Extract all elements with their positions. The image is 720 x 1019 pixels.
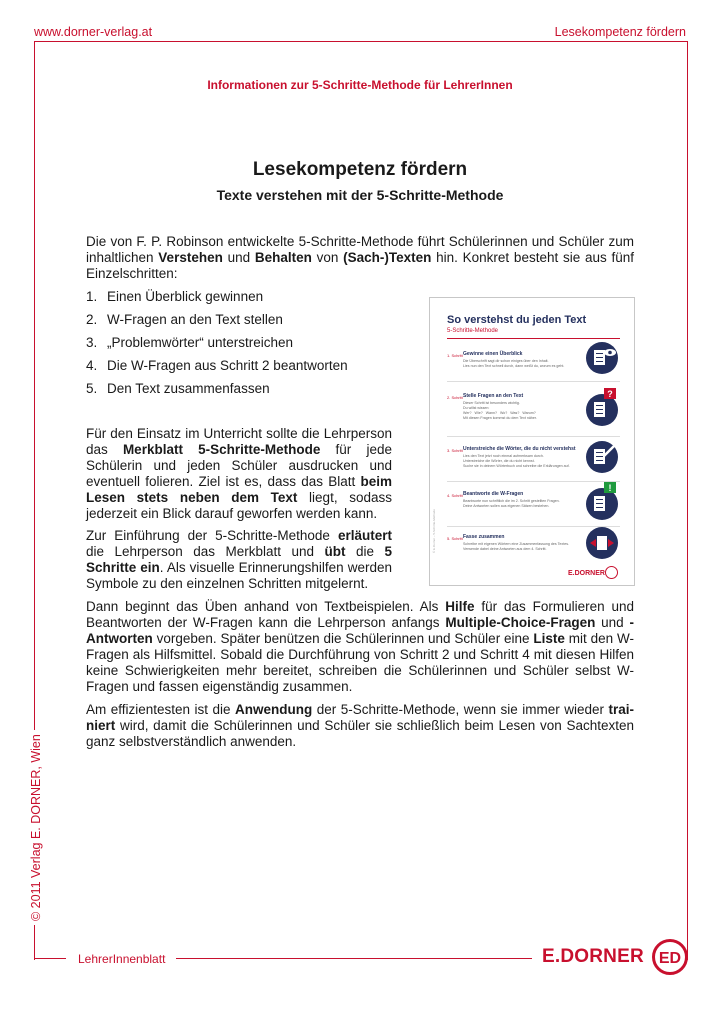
list-item [86, 312, 348, 335]
poster-title: So verstehst du jeden Text [447, 314, 587, 326]
question-icon [586, 389, 618, 426]
poster-side-note: © E.Dorner – 5-Schritte-Methode [432, 509, 436, 553]
step-text: Die W-Fragen aus Schritt 2 beantworten [107, 358, 348, 373]
poster-step-label: 4. Schritt [447, 493, 463, 498]
list-item [86, 289, 348, 312]
logo-wordmark: E.DORNER [542, 946, 644, 967]
merkblatt-poster [429, 297, 635, 586]
emphasis: Behalten [254, 250, 312, 265]
text-run: wird, damit die Schülerinnen und Schüler sie schließlich beim Lesen von Sachtexten ganz selbstverständlich anwenden. [86, 718, 634, 749]
publisher-logo [542, 937, 688, 977]
pencil-icon [586, 441, 618, 473]
text-run: Dann beginnt das Üben anhand von Textbeispielen. Als [86, 599, 446, 614]
emphasis: (Sach-)Texten [343, 250, 432, 265]
step-list [86, 289, 348, 404]
emphasis: erläutert [337, 528, 392, 543]
poster-step-text: Die Überschrift sagt dir schon einiges über den Inhalt. Lies nun den Text schnell durch, dann weißt du, worum es geht. [463, 359, 565, 368]
text-run: Die von F. P. Robinson entwickelte 5-Schritte-Methode führt Schülerinnen und Schüler zum inhaltlichen [86, 234, 634, 265]
website-url[interactable]: www.dorner-verlag.at [34, 25, 153, 39]
introduction-paragraph [86, 528, 392, 592]
emphasis: Merkblatt 5-Schritte-Methode [122, 442, 321, 457]
emphasis: trainiert [86, 702, 634, 733]
text-run: liegt, sodass jederzeit ein Blick darauf geworfen werden kann. [86, 490, 392, 521]
poster-divider [447, 436, 620, 437]
step-text: Einen Überblick gewinnen [107, 289, 264, 304]
step-number: 5. [86, 381, 98, 396]
step-text: „Problemwörter“ unterstreichen [107, 335, 294, 350]
footer-label: LehrerInnenblatt [74, 952, 169, 966]
poster-step-label: 5. Schritt [447, 536, 463, 541]
emphasis: 5 Schritte ein [86, 544, 392, 575]
logo-monogram [652, 939, 688, 975]
logo-monogram-text: ED [658, 950, 682, 967]
text-run: die Lehrperson das Merkblatt und [86, 544, 325, 559]
text-run: Zur Einführung der 5-Schritte-Methode [86, 528, 338, 543]
copyright-notice: © 2011 Verlag E. DORNER, Wien [29, 730, 43, 925]
text-run: von [311, 250, 344, 265]
poster-step-heading: Fasse zusammen [463, 534, 505, 540]
text-run: die [345, 544, 385, 559]
poster-logo: E.DORNER [568, 570, 605, 577]
emphasis: Hilfe [445, 599, 475, 614]
poster-subtitle: 5-Schritte-Methode [447, 328, 499, 334]
emphasis: Anwendung [235, 702, 313, 717]
text-run: Am effizientesten ist die [86, 702, 235, 717]
list-item [86, 381, 348, 404]
list-item [86, 358, 348, 381]
text-run: und [595, 615, 630, 630]
list-item [86, 335, 348, 358]
page-subtitle: Texte verstehen mit der 5-Schritte-Methode [216, 187, 504, 203]
text-run: mit den W-Fragen als Hilfsmittel. Sobald die Durchführung von Schritt 2 und Schritt 4 mit diesen Hilfen keine Schwierigkeiten mehr bereitet, schreiben die Schülerinnen und Schüler selbst W-Fragen und fassen eigenständig zusammen. [86, 631, 635, 694]
practice-paragraph [86, 599, 634, 695]
poster-step-label: 3. Schritt [447, 448, 463, 453]
emphasis: -Antworten [86, 615, 634, 646]
svg-text:!: ! [608, 483, 612, 493]
emphasis: beim Lesen stets neben dem Text [86, 474, 392, 505]
step-number: 4. [86, 358, 98, 373]
arrows-icon [586, 527, 618, 559]
poster-step-text: Beantworte nun schriftlich die im 2. Schritt gestellten Fragen. Deine Antworten sollen aus eigenen Sätzen bestehen. [463, 499, 560, 508]
exclamation-icon [586, 483, 618, 520]
poster-step-text: Schreibe mit eigenen Wörtern eine Zusammenfassung des Textes. Verwende dabei deine Antworten aus dem 4. Schritt. [463, 542, 570, 551]
text-run: vorgeben. Später benützen die Schülerinnen und Schüler eine [152, 631, 534, 646]
poster-step-text: Lies den Text jetzt noch einmal aufmerksam durch. Unterstreiche die Wörter, die du nicht kennst. Suche sie in deinem Wörterbuch und schreibe die Erklärungen auf. [463, 454, 570, 468]
text-run: für das Formulieren und Beantworten der W-Fragen kann die Lehrperson anfangs [86, 599, 634, 630]
step-number: 2. [86, 312, 98, 327]
poster-divider [447, 381, 620, 382]
poster-logo-mark [605, 566, 618, 579]
step-number: 1. [86, 289, 98, 304]
poster-step-label: 1. Schritt [447, 353, 463, 358]
poster-divider [447, 481, 620, 482]
emphasis: Verstehen [158, 250, 223, 265]
final-paragraph [86, 702, 634, 750]
poster-step-heading: Gewinne einen Überblick [463, 351, 523, 357]
emphasis: Multiple-Choice-Fragen [445, 615, 596, 630]
svg-text:?: ? [607, 389, 613, 399]
poster-step-label: 2. Schritt [447, 395, 463, 400]
poster-rule [447, 338, 620, 339]
footer-rule-left [34, 958, 66, 959]
text-run: der 5-Schritte-Methode, wenn sie immer wieder [312, 702, 609, 717]
usage-paragraph [86, 426, 392, 522]
text-run: für jede Schülerin und jeden Schüler ausdrucken und eventuell folieren. Ziel ist es, dass das Blatt [86, 442, 392, 489]
step-text: W-Fragen an den Text stellen [107, 312, 283, 327]
intro-paragraph [86, 234, 634, 282]
series-title: Lesekompetenz fördern [554, 25, 686, 39]
footer-rule-right [176, 958, 532, 959]
text-run: . Als visuelle Erinnerungshilfen werden Symbole zu den einzelnen Schritten mitgelernt. [86, 560, 392, 591]
page-title: Lesekompetenz fördern [252, 159, 468, 180]
poster-step-heading: Stelle Fragen an den Text [463, 393, 524, 399]
poster-step-heading: Unterstreiche die Wörter, die du nicht verstehst [463, 446, 576, 452]
eye-icon [586, 342, 618, 374]
emphasis: Liste [533, 631, 565, 646]
text-run: und [222, 250, 255, 265]
emphasis: übt [324, 544, 346, 559]
poster-step-text: Dieser Schritt ist besonders wichtig. Du willst wissen: Wer? Wie? Wann? Wo? Was? Warum? Mit diesen Fragen kommst du dem Text näher. [463, 401, 537, 420]
text-run: hin. Konkret besteht sie aus fünf Einzelschritten: [86, 250, 634, 281]
step-text: Den Text zusammenfassen [107, 381, 270, 396]
info-line: Informationen zur 5-Schritte-Methode für LehrerInnen [207, 78, 513, 92]
step-number: 3. [86, 335, 98, 350]
text-run: Für den Einsatz im Unterricht sollte die Lehrperson das [86, 426, 392, 457]
poster-step-heading: Beantworte die W-Fragen [463, 491, 524, 497]
